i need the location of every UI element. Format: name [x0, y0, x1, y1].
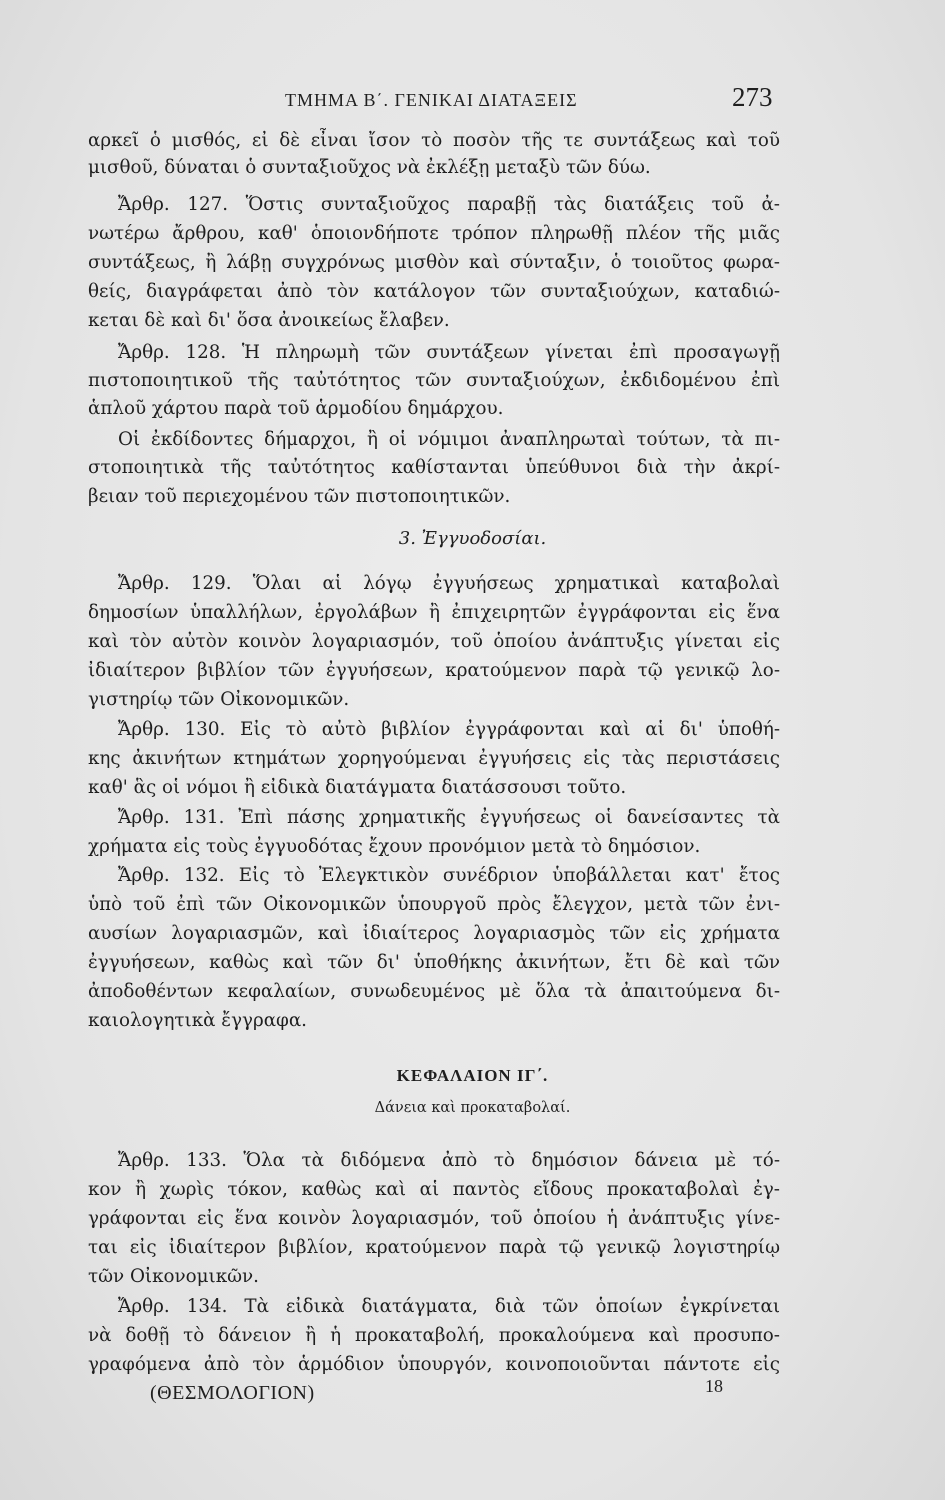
text-line: Ἄρθρ. 131. Ἐπὶ πάσης χρηματικῆς ἐγγυήσεως οἱ δανείσαντες τὰ — [118, 807, 780, 828]
text-line: καὶ τὸν αὐτὸν κοινὸν λογαριασμόν, τοῦ ὁποίου ἀνάπτυξις γίνεται εἰς — [88, 631, 780, 652]
text-line: ὑπὸ τοῦ ἐπὶ τῶν Οἰκονομικῶν ὑπουργοῦ πρὸς ἔλεγχον, μετὰ τῶν ἐνι- — [88, 894, 780, 915]
text-line: Ἄρθρ. 133. Ὅλα τὰ διδόμενα ἀπὸ τὸ δημόσιον δάνεια μὲ τό- — [118, 1150, 780, 1171]
text-line: νὰ δοθῇ τὸ δάνειον ἢ ἡ προκαταβολή, προκαλούμενα καὶ προσυπο- — [88, 1325, 780, 1346]
text-line: πιστοποιητικοῦ τῆς ταὐτότητος τῶν συνταξιούχων, ἐκδιδομένου ἐπὶ — [88, 370, 780, 391]
text-line: γράφονται εἰς ἕνα κοινὸν λογαριασμόν, τοῦ ὁποίου ἡ ἀνάπτυξις γίνε- — [88, 1208, 780, 1229]
text-line: ἰδιαίτερον βιβλίον τῶν ἐγγυήσεων, κρατούμενον παρὰ τῷ γενικῷ λο- — [88, 660, 780, 681]
text-line: ἀποδοθέντων κεφαλαίων, συνωδευμένος μὲ ὅλα τὰ ἀπαιτούμενα δι- — [88, 981, 780, 1002]
text-line: δημοσίων ὑπαλλήλων, ἐργολάβων ἢ ἐπιχειρητῶν ἐγγράφονται εἰς ἕνα — [88, 602, 780, 623]
sheet-number: 18 — [705, 1376, 723, 1396]
page-number: 273 — [732, 82, 773, 112]
text-line: ται εἰς ἰδιαίτερον βιβλίον, κρατούμενον παρὰ τῷ γενικῷ λογιστηρίῳ — [88, 1237, 780, 1258]
text-line: βειαν τοῦ περιεχομένου τῶν πιστοποιητικῶν. — [88, 486, 511, 507]
text-line: Οἱ ἐκδίδοντες δήμαρχοι, ἢ οἱ νόμιμοι ἀναπληρωταὶ τούτων, τὰ πι- — [118, 429, 780, 450]
chapter-subtitle: Δάνεια καὶ προκαταβολαί. — [374, 1100, 571, 1116]
text-line: κον ἢ χωρὶς τόκον, καθὼς καὶ αἱ παντὸς εἴδους προκαταβολαὶ ἐγ- — [88, 1179, 780, 1200]
text-line: Ἄρθρ. 134. Τὰ εἰδικὰ διατάγματα, διὰ τῶν ὁποίων ἐγκρίνεται — [118, 1296, 780, 1317]
text-line: αρκεῖ ὁ μισθός, εἰ δὲ εἶναι ἴσον τὸ ποσὸν τῆς τε συντάξεως καὶ τοῦ — [88, 130, 780, 151]
footer-signature: (ΘΕΣΜΟΛΟΓΙΟΝ) — [150, 1382, 315, 1404]
text-line: γραφόμενα ἀπὸ τὸν ἁρμόδιον ὑπουργόν, κοινοποιοῦνται πάντοτε εἰς — [88, 1354, 780, 1375]
text-line: γιστηρίῳ τῶν Οἰκονομικῶν. — [88, 689, 350, 710]
text-line: μισθοῦ, δύναται ὁ συνταξιοῦχος νὰ ἐκλέξῃ μεταξὺ τῶν δύω. — [88, 157, 651, 178]
text-line: θείς, διαγράφεται ἀπὸ τὸν κατάλογον τῶν συνταξιούχων, καταδιώ- — [88, 281, 780, 302]
text-line: Ἄρθρ. 130. Εἰς τὸ αὐτὸ βιβλίον ἐγγράφονται καὶ αἱ δι' ὑποθή- — [118, 719, 780, 740]
text-line: νωτέρω ἄρθρου, καθ' ὁποιονδήποτε τρόπον πληρωθῇ πλέον τῆς μιᾶς — [88, 223, 780, 244]
text-line: κεται δὲ καὶ δι' ὅσα ἀνοικείως ἔλαβεν. — [88, 310, 450, 331]
text-line: καθ' ἃς οἱ νόμοι ἢ εἰδικὰ διατάγματα διατάσσουσι τοῦτο. — [88, 777, 627, 798]
text-line: Ἄρθρ. 127. Ὅστις συνταξιοῦχος παραβῇ τὰς διατάξεις τοῦ ἀ- — [118, 194, 780, 215]
text-line: Ἄρθρ. 129. Ὅλαι αἱ λόγῳ ἐγγυήσεως χρηματικαὶ καταβολαὶ — [118, 573, 780, 594]
text-line: συντάξεως, ἢ λάβῃ συγχρόνως μισθὸν καὶ σύνταξιν, ὁ τοιοῦτος φωρα- — [88, 252, 780, 273]
chapter-heading: ΚΕΦΑΛΑΙΟΝ ΙΓ΄. — [396, 1066, 549, 1085]
text-line: Ἄρθρ. 128. Ἡ πληρωμὴ τῶν συντάξεων γίνεται ἐπὶ προσαγωγῇ — [118, 342, 780, 363]
text-line: αυσίων λογαριασμῶν, καὶ ἰδιαίτερος λογαριασμὸς τῶν εἰς χρήματα — [88, 923, 780, 944]
section-heading: 3. Ἐγγυοδοσίαι. — [398, 528, 547, 549]
text-line: Ἄρθρ. 132. Εἰς τὸ Ἐλεγκτικὸν συνέδριον ὑποβάλλεται κατ' ἔτος — [118, 865, 780, 886]
running-head: ΤΜΗΜΑ Β΄. ΓΕΝΙΚΑΙ ΔΙΑΤΑΞΕΙΣ — [285, 90, 578, 110]
text-line: κης ἀκινήτων κτημάτων χορηγούμεναι ἐγγυήσεις εἰς τὰς περιστάσεις — [88, 748, 780, 769]
text-line: χρήματα εἰς τοὺς ἐγγυοδότας ἔχουν προνόμιον μετὰ τὸ δημόσιον. — [88, 836, 701, 857]
text-line: στοποιητικὰ τῆς ταὐτότητος καθίστανται ὑπεύθυνοι διὰ τὴν ἀκρί- — [88, 457, 780, 478]
text-line: ἐγγυήσεων, καθὼς καὶ τῶν δι' ὑποθήκης ἀκινήτων, ἔτι δὲ καὶ τῶν — [88, 952, 780, 973]
text-line: καιολογητικὰ ἔγγραφα. — [88, 1010, 307, 1031]
text-line: τῶν Οἰκονομικῶν. — [88, 1266, 259, 1287]
text-line: ἁπλοῦ χάρτου παρὰ τοῦ ἁρμοδίου δημάρχου. — [88, 398, 504, 419]
